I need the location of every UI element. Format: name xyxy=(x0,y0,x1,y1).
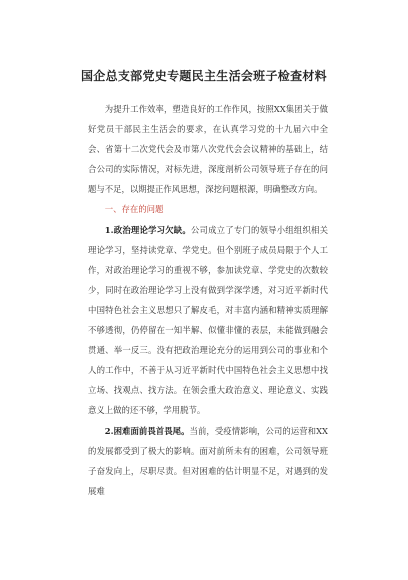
section-heading-problems: 一、存在的问题 xyxy=(104,204,164,215)
problem-item-1-text: 公司成立了专门的领导小组组织相关理论学习，坚持读党章、学党史。但个别班子成员局限于个人工作，对政治理论学习的重视不够，参加读党章、学党史的次数较少，同时在政治理论学习上没有做到学深学透，对习近平新时代中国特色社会主义思想只了解皮毛，对丰富内涵和精神实质理解不够透彻，仍停留在一知半解、似懂非懂的表层，未能做到融会贯通、举一反三。没有把政治理论充分的运用到公司的事业和个人的工作中，不善于从习近平新时代中国特色社会主义思想中找立场、找观点、找方法。在领会重大政治意义、理论意义、实践意义上做的还不够，学用脱节。 xyxy=(88,224,328,416)
document-title: 国企总支部党史专题民主生活会班子检查材料 xyxy=(80,69,327,83)
problem-item-1-title: 1.政治理论学习欠缺。 xyxy=(104,224,191,235)
document-body xyxy=(88,99,328,501)
problem-item-2 xyxy=(88,421,328,501)
problem-item-2-text: 当前，受疫情影响，公司的运营和XX的发展都受到了极大的影响。面对前所未有的困难，公司领导班子奋发向上，尽职尽责。但对困难的估计明显不足，对遇到的发展难 xyxy=(88,425,328,496)
problem-item-1 xyxy=(88,220,328,421)
problem-item-2-title: 2.困难面前畏首畏尾。 xyxy=(104,425,190,436)
intro-paragraph: 为提升工作效率，塑造良好的工作作风，按照XX集团关于做好党员干部民主生活会的要求，在认真学习党的十九届六中全会、省第十二次党代会及市第八次党代会会议精神的基础上，结合公司的实际情况，对标先进，深度剖析公司领导班子存在的问题与不足，以期提正作风思想，深挖问题根源，明确整改方向。 xyxy=(88,104,328,195)
